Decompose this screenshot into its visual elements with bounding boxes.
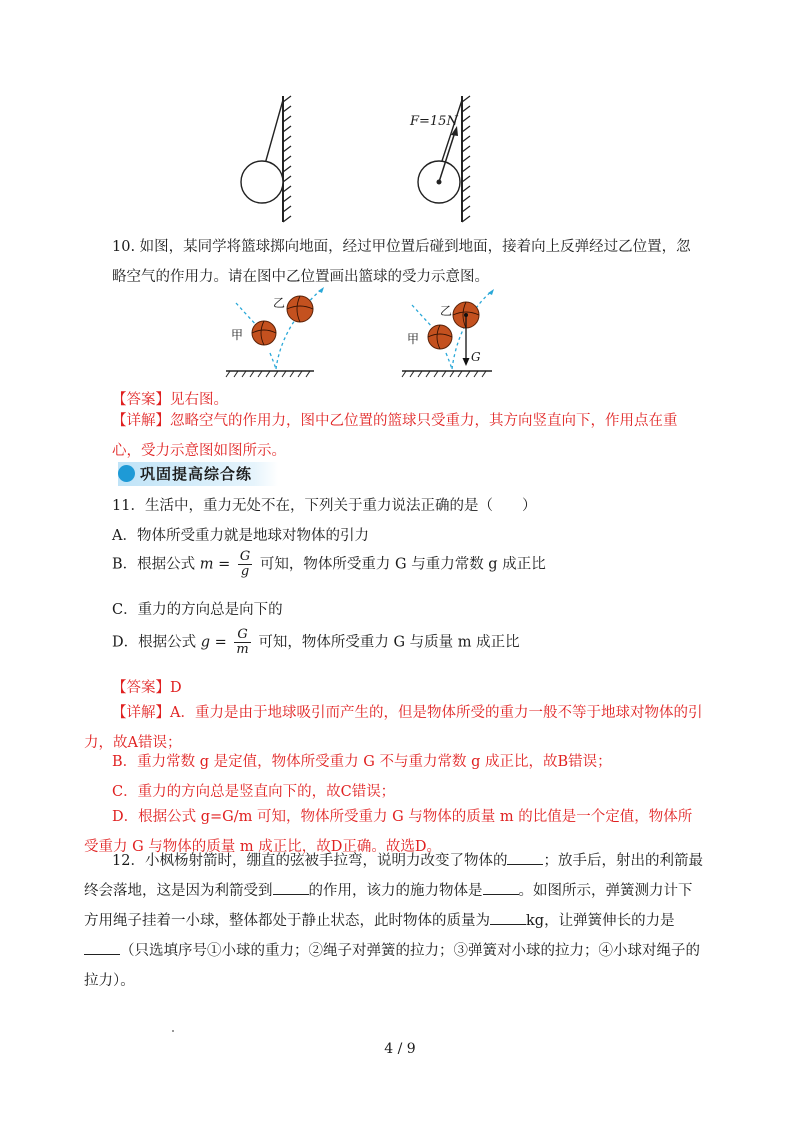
option-d-prefix: D．根据公式: [112, 634, 197, 651]
option-b-prefix: B．根据公式: [112, 556, 196, 573]
question-11-explanation-4: D．根据公式 g=G/m 可知，物体所受重力 G 与物体的质量 m 的比值是一个定值，物体所受重力 G 与物体的质量 m 成正比，故D正确。故选D。: [84, 809, 693, 855]
question-11-stem: 11．生活中，重力无处不在，下列关于重力说法正确的是（ ）: [112, 498, 537, 514]
option-d-numerator: G: [234, 628, 250, 643]
section-title: 巩固提高综合练: [140, 465, 253, 483]
question-11-option-c: C．重力的方向总是向下的: [112, 602, 283, 618]
question-10-text: 10. 如图，某同学将篮球掷向地面，经过甲位置后碰到地面，接着向上反弹经过乙位置，忽略空气的作用力。请在图中乙位置画出篮球的受力示意图。: [112, 239, 691, 285]
q12-part-5: kg，让弹簧伸长的力是: [526, 913, 675, 929]
question-11-option-b: [112, 550, 546, 579]
question-11-option-a: A．物体所受重力就是地球对物体的引力: [112, 528, 369, 544]
label-jia-right: 甲: [407, 332, 420, 346]
option-d-suffix: 可知，物体所受重力 G 与质量 m 成正比: [258, 634, 520, 651]
q12-part-3: 的作用，该力的施力物体是: [308, 883, 483, 899]
figure-ball-wall-left: [225, 92, 305, 224]
option-b-numerator: G: [239, 549, 251, 564]
option-b-var: m: [199, 556, 214, 573]
question-11-explanation-1: 【详解】A．重力是由于地球吸引而产生的，但是物体所受的重力一般不等于地球对物体的引力，故A错误；: [84, 705, 703, 751]
page-number: 4 / 9: [384, 1041, 416, 1057]
option-b-denominator: g: [240, 564, 250, 579]
label-jia-left: 甲: [231, 328, 244, 342]
q12-blank-2[interactable]: [273, 880, 309, 895]
figure-ball-wall-right: [398, 92, 478, 224]
label-yi-left: 乙: [273, 296, 286, 310]
q12-blank-1[interactable]: [507, 850, 543, 865]
option-d-fraction: [234, 628, 250, 657]
option-b-fraction: [238, 550, 252, 579]
question-11-explanation-2: B．重力常数 g 是定值，物体所受重力 G 不与重力常数 g 成正比，故B错误；: [112, 754, 612, 770]
q12-blank-5[interactable]: [84, 940, 120, 955]
option-b-equals: =: [218, 556, 231, 573]
label-yi-right: 乙: [440, 304, 453, 318]
question-11-answer: 【答案】D: [112, 680, 182, 696]
section-bullet-icon: [118, 465, 135, 482]
stray-dot: [172, 1030, 174, 1032]
question-10-explanation: 【详解】忽略空气的作用力，图中乙位置的篮球只受重力，其方向竖直向下，作用点在重心，受力示意图如图所示。: [112, 413, 678, 459]
option-d-denominator: m: [236, 642, 249, 657]
option-b-suffix: 可知，物体所受重力 G 与重力常数 g 成正比: [259, 556, 546, 573]
q12-blank-3[interactable]: [483, 880, 519, 895]
option-d-equals: =: [214, 634, 227, 651]
q12-blank-4[interactable]: [490, 910, 526, 925]
question-11-option-d: [112, 628, 520, 657]
q12-part-4: 。如图所示，弹簧测力计下方用绳子挂着一小球，整体都处于静止状态，此时物体的质量为: [84, 883, 693, 929]
question-11-explanation-3: C．重力的方向总是竖直向下的，故C错误；: [112, 784, 396, 800]
question-12-text: [84, 846, 704, 996]
q12-part-2: ；放手后，射出的利箭最终会落地，这是因为利箭受到: [84, 853, 703, 899]
q12-part-1: 12．小枫杨射箭时，绷直的弦被手拉弯，说明力改变了物体的: [112, 853, 508, 869]
question-10-answer: 【答案】见右图。: [112, 392, 228, 408]
option-d-var: g: [200, 634, 211, 651]
force-label: F=15N: [410, 114, 458, 129]
label-g-right: G: [471, 350, 481, 364]
q12-part-6: （只选填序号①小球的重力；②绳子对弹簧的拉力；③弹簧对小球的拉力；④小球对绳子的拉力）。: [84, 943, 700, 989]
